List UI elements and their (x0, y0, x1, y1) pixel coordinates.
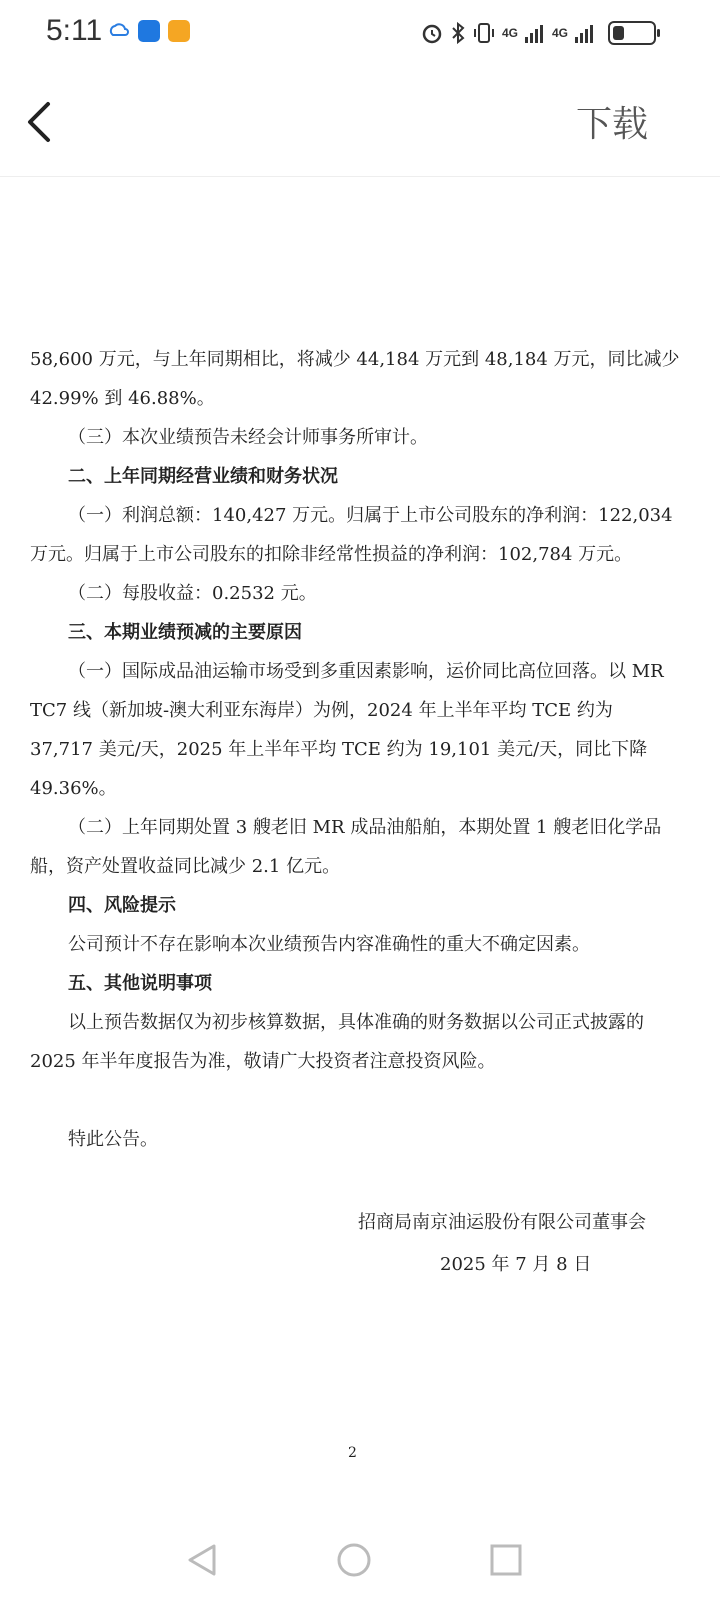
signal-icon (524, 22, 546, 44)
app-icon-orange (168, 20, 190, 42)
system-nav-bar (0, 1510, 720, 1600)
signatory: 招商局南京油运股份有限公司董事会 (358, 1212, 646, 1233)
top-nav-bar (0, 64, 720, 177)
body-paragraph: （二）上年同期处置 3 艘老旧 MR 成品油船舶，本期处置 1 艘老旧化学品船，资产处置收益同比减少 2.1 亿元。 (30, 817, 662, 877)
body-paragraph: 58,600 万元，与上年同期相比，将减少 44,184 万元到 48,184 万元，同比减少 42.99% 到 46.88%。 (30, 349, 680, 409)
network-type-1: 4G (501, 26, 518, 40)
body-paragraph: （二）每股收益：0.2532 元。 (68, 583, 317, 604)
section-heading: 二、上年同期经营业绩和财务状况 (68, 466, 338, 487)
nav-home-icon[interactable] (334, 1540, 374, 1580)
body-paragraph: （三）本次业绩预告未经会计师事务所审计。 (68, 427, 428, 448)
nav-recents-icon[interactable] (486, 1540, 526, 1580)
closing-text: 特此公告。 (68, 1129, 158, 1150)
body-paragraph: （一）国际成品油运输市场受到多重因素影响，运价同比高位回落。以 MR TC7 线（新加坡-澳大利亚东海岸）为例，2024 年上半年平均 TCE 约为 37,717 美元/天，2025 年上半年平均 TCE 约为 19,101 美元/天，同比下降 49.36%。 (30, 661, 664, 799)
cloud-icon (108, 20, 130, 42)
section-heading: 四、风险提示 (68, 895, 176, 916)
body-paragraph: 公司预计不存在影响本次业绩预告内容准确性的重大不确定因素。 (68, 934, 590, 955)
bluetooth-icon (450, 21, 466, 45)
battery-icon (608, 21, 656, 45)
section-heading: 三、本期业绩预减的主要原因 (68, 622, 302, 643)
status-time: 5:11 (46, 14, 103, 47)
app-icon-blue (138, 20, 160, 42)
body-paragraph: 以上预告数据仅为初步核算数据，具体准确的财务数据以公司正式披露的 2025 年半年度报告为准，敬请广大投资者注意投资风险。 (30, 1012, 644, 1072)
body-paragraph: （一）利润总额：140,427 万元。归属于上市公司股东的净利润：122,034 万元。归属于上市公司股东的扣除非经常性损益的净利润：102,784 万元。 (30, 505, 673, 565)
nav-back-icon[interactable] (182, 1540, 222, 1580)
document-content (30, 340, 680, 1159)
status-bar (0, 0, 720, 64)
signature-date: 2025 年 7 月 8 日 (440, 1254, 592, 1275)
status-indicators (420, 18, 656, 48)
alarm-icon (420, 21, 444, 45)
back-arrow-icon[interactable] (22, 98, 58, 146)
download-button[interactable]: 下载 (575, 103, 648, 144)
page-number: 2 (348, 1445, 357, 1461)
network-type-2: 4G (551, 26, 568, 40)
signal-icon-2 (574, 22, 596, 44)
section-heading: 五、其他说明事项 (68, 973, 212, 994)
vibrate-icon (472, 21, 496, 45)
